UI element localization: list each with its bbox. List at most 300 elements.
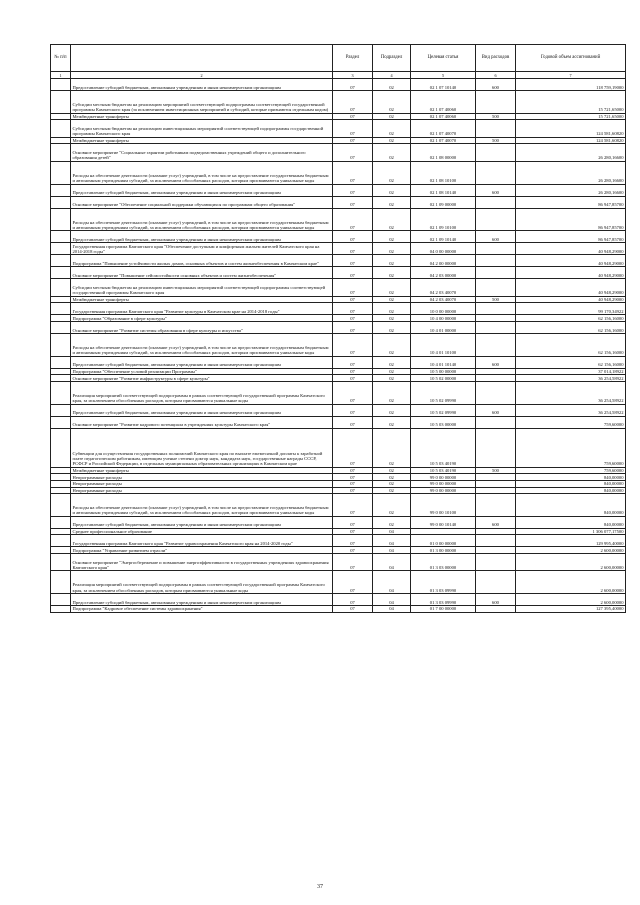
row-podrazdel-cell: 02 xyxy=(373,321,411,333)
row-sum-cell: 36 254,58922 xyxy=(516,381,626,404)
row-razdel-cell: 07 xyxy=(333,255,373,267)
row-podrazdel-cell: 02 xyxy=(373,428,411,467)
table-row xyxy=(51,208,626,231)
row-sum-cell: 759,60000 xyxy=(516,467,626,474)
row-number-cell xyxy=(51,356,71,368)
row-target-cell: 10 5 03 40190 xyxy=(411,467,476,474)
table-row xyxy=(51,594,626,606)
row-razdel-cell: 07 xyxy=(333,113,373,120)
row-podrazdel-cell: 02 xyxy=(373,208,411,231)
row-vid-cell xyxy=(476,480,516,487)
row-razdel-cell: 07 xyxy=(333,91,373,114)
row-sum-cell: 840,00000 xyxy=(516,494,626,517)
row-sum-cell: 62 156,16000 xyxy=(516,333,626,356)
table-row xyxy=(51,144,626,161)
table-row xyxy=(51,480,626,487)
table-row xyxy=(51,303,626,315)
row-name-cell: Подпрограмма "Обеспечение условий реализации Программы" xyxy=(71,368,333,375)
row-sum-cell: 2 600,00000 xyxy=(516,547,626,554)
row-name-cell: Основное мероприятие "Развитие системы образования в сфере культуры и искусства" xyxy=(71,321,333,333)
row-vid-cell xyxy=(476,547,516,554)
row-vid-cell: 500 xyxy=(476,137,516,144)
row-number-cell xyxy=(51,535,71,547)
row-number-cell xyxy=(51,303,71,315)
row-target-cell: 10 5 02 09990 xyxy=(411,381,476,404)
row-name-cell: Субвенции для осуществления государственных полномочий Камчатского края по выплате ежемесячной доплаты к заработной плате педагогическим работникам, имеющим ученые степени доктор наук, кандидата наук, государственные награды СССР, РСФСР и Российской Федерации, в отдельных муниципальных образовательных организациях в Камчатском крае xyxy=(71,428,333,467)
row-razdel-cell: 07 xyxy=(333,267,373,279)
row-razdel-cell: 07 xyxy=(333,208,373,231)
row-sum-cell: 62 156,16000 xyxy=(516,321,626,333)
row-sum-cell: 26 280,16600 xyxy=(516,144,626,161)
row-sum-cell: 86 947,85700 xyxy=(516,208,626,231)
row-podrazdel-cell: 02 xyxy=(373,368,411,375)
row-razdel-cell: 07 xyxy=(333,554,373,571)
row-razdel-cell: 07 xyxy=(333,404,373,416)
table-row xyxy=(51,474,626,481)
row-sum-cell: 124 581,60820 xyxy=(516,120,626,137)
row-podrazdel-cell: 02 xyxy=(373,516,411,528)
row-razdel-cell: 07 xyxy=(333,144,373,161)
row-target-cell: 02 1 09 10100 xyxy=(411,208,476,231)
row-number-cell xyxy=(51,416,71,428)
row-razdel-cell: 07 xyxy=(333,79,373,91)
row-vid-cell xyxy=(476,267,516,279)
row-razdel-cell: 07 xyxy=(333,356,373,368)
row-target-cell: 01 0 00 00000 xyxy=(411,535,476,547)
row-razdel-cell: 07 xyxy=(333,161,373,184)
row-razdel-cell: 07 xyxy=(333,315,373,322)
row-target-cell: 10 0 00 00000 xyxy=(411,303,476,315)
row-podrazdel-cell: 02 xyxy=(373,356,411,368)
row-podrazdel-cell: 02 xyxy=(373,144,411,161)
row-podrazdel-cell: 02 xyxy=(373,480,411,487)
row-target-cell: 02 1 07 40070 xyxy=(411,137,476,144)
row-sum-cell: 840,00000 xyxy=(516,474,626,481)
row-target-cell: 01 7 00 00000 xyxy=(411,606,476,613)
row-sum-cell: 86 947,85700 xyxy=(516,231,626,243)
row-number-cell xyxy=(51,375,71,382)
row-vid-cell xyxy=(476,144,516,161)
table-row xyxy=(51,255,626,267)
row-target-cell: 04 2 00 00000 xyxy=(411,255,476,267)
row-name-cell: Основное мероприятие "Энергосбережение и повышение энергоэффективности в государственных учреждениях здравоохранения Камчатского края" xyxy=(71,554,333,571)
row-target-cell: 10 4 01 10140 xyxy=(411,356,476,368)
row-number-cell xyxy=(51,404,71,416)
row-podrazdel-cell: 02 xyxy=(373,161,411,184)
header-sum: Годовой объем ассигнований xyxy=(516,45,626,72)
row-target-cell: 99 0 00 00000 xyxy=(411,487,476,494)
row-razdel-cell: 07 xyxy=(333,494,373,517)
row-name-cell: Основное мероприятие "Обеспечение социальной поддержки обучающихся по программам общего образования" xyxy=(71,196,333,208)
row-sum-cell: 840,00000 xyxy=(516,480,626,487)
row-target-cell: 04 2 03 40070 xyxy=(411,296,476,303)
table-row xyxy=(51,296,626,303)
row-podrazdel-cell: 02 xyxy=(373,120,411,137)
row-number-cell xyxy=(51,79,71,91)
row-razdel-cell: 07 xyxy=(333,333,373,356)
row-razdel-cell: 07 xyxy=(333,528,373,535)
row-number-cell xyxy=(51,333,71,356)
row-name-cell: Предоставление субсидий бюджетным, автономным учреждениям и иным некоммерческим организациям xyxy=(71,516,333,528)
header-target: Целевая статья xyxy=(411,45,476,72)
row-razdel-cell: 07 xyxy=(333,487,373,494)
row-name-cell: Государственная программа Камчатского края "Развитие культуры в Камчатском крае на 2014-2018 годы" xyxy=(71,303,333,315)
row-name-cell: Межбюджетные трансферты xyxy=(71,137,333,144)
row-podrazdel-cell: 02 xyxy=(373,91,411,114)
row-podrazdel-cell: 02 xyxy=(373,184,411,196)
row-name-cell: Государственная программа Камчатского края "Развитие здравоохранения Камчатского края на 2014-2020 годы" xyxy=(71,535,333,547)
row-vid-cell: 600 xyxy=(476,516,516,528)
row-target-cell: 02 1 07 40060 xyxy=(411,91,476,114)
table-row xyxy=(51,528,626,535)
row-podrazdel-cell: 02 xyxy=(373,196,411,208)
table-row xyxy=(51,428,626,467)
row-target-cell: 10 5 00 00000 xyxy=(411,368,476,375)
header-vid: Вид расходов xyxy=(476,45,516,72)
row-target-cell: 01 3 03 09990 xyxy=(411,571,476,594)
row-target-cell: 02 1 07 40060 xyxy=(411,113,476,120)
row-vid-cell xyxy=(476,368,516,375)
row-number-cell xyxy=(51,321,71,333)
row-target-cell: 10 4 01 10100 xyxy=(411,333,476,356)
row-name-cell: Основное мероприятие "Развитие кадрового потенциала в учреждениях культуры Камчатского края" xyxy=(71,416,333,428)
row-vid-cell: 500 xyxy=(476,296,516,303)
row-name-cell: Расходы на обеспечение деятельности (оказание услуг) учреждений, в том числе на предоставление государственным бюджетным и автономным учреждениям субсидий, за исключением обособленных расходов, которым присваиваются уникальные коды xyxy=(71,208,333,231)
table-row xyxy=(51,494,626,517)
row-razdel-cell: 07 xyxy=(333,375,373,382)
row-name-cell: Субсидии местным бюджетам на реализацию мероприятий соответствующей подпрограммы соответствующей государственной программы Камчатского края (за исключением инвестиционных мероприятий и субсидий, которые признаются отдельным кодом) xyxy=(71,91,333,114)
row-razdel-cell: 07 xyxy=(333,535,373,547)
row-sum-cell: 36 254,58922 xyxy=(516,404,626,416)
row-number-cell xyxy=(51,137,71,144)
row-vid-cell: 500 xyxy=(476,113,516,120)
row-razdel-cell: 07 xyxy=(333,467,373,474)
row-name-cell: Предоставление субсидий бюджетным, автономным учреждениям и иным некоммерческим организациям xyxy=(71,594,333,606)
row-razdel-cell: 07 xyxy=(333,547,373,554)
row-vid-cell: 600 xyxy=(476,231,516,243)
row-vid-cell: 600 xyxy=(476,79,516,91)
table-row xyxy=(51,554,626,571)
row-vid-cell xyxy=(476,315,516,322)
row-name-cell: Межбюджетные трансферты xyxy=(71,113,333,120)
table-row xyxy=(51,279,626,296)
row-number-cell xyxy=(51,494,71,517)
row-name-cell: Предоставление субсидий бюджетным, автономным учреждениям и иным некоммерческим организациям xyxy=(71,356,333,368)
table-row xyxy=(51,606,626,613)
table-row xyxy=(51,137,626,144)
row-target-cell: 02 1 07 40070 xyxy=(411,120,476,137)
row-sum-cell: 759,60000 xyxy=(516,428,626,467)
row-number-cell xyxy=(51,571,71,594)
row-name-cell: Предоставление субсидий бюджетным, автономным учреждениям и иным некоммерческим организациям xyxy=(71,231,333,243)
row-number-cell xyxy=(51,368,71,375)
row-target-cell: 99 0 00 00000 xyxy=(411,480,476,487)
row-number-cell xyxy=(51,144,71,161)
row-razdel-cell: 07 xyxy=(333,606,373,613)
table-body xyxy=(51,79,626,613)
row-vid-cell xyxy=(476,535,516,547)
row-sum-cell: 26 280,16600 xyxy=(516,184,626,196)
row-sum-cell: 1 306 077,17500 xyxy=(516,528,626,535)
row-target-cell: 99 0 00 10100 xyxy=(411,494,476,517)
row-name-cell: Предоставление субсидий бюджетным, автономным учреждениям и иным некоммерческим организациям xyxy=(71,404,333,416)
row-podrazdel-cell: 02 xyxy=(373,279,411,296)
table-row xyxy=(51,79,626,91)
row-name-cell: Межбюджетные трансферты xyxy=(71,467,333,474)
row-razdel-cell: 07 xyxy=(333,516,373,528)
row-razdel-cell: 07 xyxy=(333,480,373,487)
table-row xyxy=(51,535,626,547)
row-sum-cell: 129 995,40000 xyxy=(516,535,626,547)
row-sum-cell: 2 600,00000 xyxy=(516,554,626,571)
row-target-cell: 04 2 03 40070 xyxy=(411,279,476,296)
row-podrazdel-cell: 02 xyxy=(373,315,411,322)
row-vid-cell xyxy=(476,255,516,267)
row-sum-cell: 15 721,65000 xyxy=(516,91,626,114)
table-row xyxy=(51,161,626,184)
row-sum-cell: 840,00000 xyxy=(516,487,626,494)
table-header-row xyxy=(51,45,626,72)
row-sum-cell: 40 948,29000 xyxy=(516,267,626,279)
row-name-cell: Предоставление субсидий бюджетным, автономным учреждениям и иным некоммерческим организациям xyxy=(71,79,333,91)
row-vid-cell xyxy=(476,487,516,494)
row-podrazdel-cell: 02 xyxy=(373,296,411,303)
row-target-cell: 02 1 09 00000 xyxy=(411,196,476,208)
row-name-cell: Основное мероприятие "Развитие инфраструктуры в сфере культуры" xyxy=(71,375,333,382)
row-sum-cell: 62 156,16000 xyxy=(516,315,626,322)
table-row xyxy=(51,321,626,333)
row-number-cell xyxy=(51,231,71,243)
row-sum-cell: 40 948,29000 xyxy=(516,279,626,296)
row-number-cell xyxy=(51,554,71,571)
row-vid-cell xyxy=(476,494,516,517)
row-vid-cell xyxy=(476,161,516,184)
row-razdel-cell: 07 xyxy=(333,279,373,296)
row-podrazdel-cell: 02 xyxy=(373,416,411,428)
row-sum-cell: 127 395,40000 xyxy=(516,606,626,613)
row-number-cell xyxy=(51,606,71,613)
table-row xyxy=(51,196,626,208)
row-vid-cell xyxy=(476,208,516,231)
column-number: 5 xyxy=(411,72,476,79)
row-sum-cell: 840,00000 xyxy=(516,516,626,528)
row-sum-cell: 36 254,58922 xyxy=(516,375,626,382)
row-number-cell xyxy=(51,474,71,481)
row-razdel-cell: 07 xyxy=(333,474,373,481)
row-name-cell: Расходы на обеспечение деятельности (оказание услуг) учреждений, в том числе на предоставление государственным бюджетным и автономным учреждениям субсидий, за исключением обособленных расходов, которым присваиваются уникальные коды xyxy=(71,494,333,517)
budget-table xyxy=(50,44,626,613)
row-sum-cell: 15 721,65000 xyxy=(516,113,626,120)
row-target-cell: 02 1 08 10100 xyxy=(411,161,476,184)
row-podrazdel-cell: 02 xyxy=(373,487,411,494)
row-razdel-cell: 07 xyxy=(333,303,373,315)
row-podrazdel-cell: 02 xyxy=(373,243,411,255)
row-vid-cell xyxy=(476,428,516,467)
row-razdel-cell: 07 xyxy=(333,571,373,594)
row-vid-cell xyxy=(476,416,516,428)
table-row xyxy=(51,243,626,255)
row-number-cell xyxy=(51,91,71,114)
row-sum-cell: 62 156,16000 xyxy=(516,356,626,368)
row-sum-cell: 118 759,19000 xyxy=(516,79,626,91)
row-vid-cell xyxy=(476,375,516,382)
row-vid-cell xyxy=(476,279,516,296)
row-sum-cell: 2 600,00000 xyxy=(516,571,626,594)
row-podrazdel-cell: 02 xyxy=(373,303,411,315)
row-razdel-cell: 07 xyxy=(333,231,373,243)
row-vid-cell xyxy=(476,528,516,535)
row-target-cell: 04 2 03 00000 xyxy=(411,267,476,279)
row-vid-cell xyxy=(476,321,516,333)
table-row xyxy=(51,487,626,494)
row-sum-cell: 37 014,18922 xyxy=(516,368,626,375)
table-row xyxy=(51,113,626,120)
row-number-cell xyxy=(51,255,71,267)
row-name-cell: Непрограммные расходы xyxy=(71,487,333,494)
row-podrazdel-cell: 02 xyxy=(373,333,411,356)
column-number: 1 xyxy=(51,72,71,79)
table-row xyxy=(51,356,626,368)
table-row xyxy=(51,333,626,356)
row-podrazdel-cell: 02 xyxy=(373,375,411,382)
row-target-cell: 10 5 03 40190 xyxy=(411,428,476,467)
row-razdel-cell: 07 xyxy=(333,321,373,333)
row-number-cell xyxy=(51,315,71,322)
table-row xyxy=(51,467,626,474)
row-number-cell xyxy=(51,516,71,528)
row-number-cell xyxy=(51,267,71,279)
row-number-cell xyxy=(51,467,71,474)
row-podrazdel-cell: 04 xyxy=(373,571,411,594)
header-name xyxy=(71,45,333,72)
table-row xyxy=(51,267,626,279)
row-name-cell: Непрограммные расходы xyxy=(71,480,333,487)
row-name-cell: Основное мероприятие "Социальные гарантии работникам подведомственных учреждений общего и дополнительного образования детей" xyxy=(71,144,333,161)
row-podrazdel-cell: 02 xyxy=(373,231,411,243)
table-row xyxy=(51,516,626,528)
table-row xyxy=(51,315,626,322)
row-number-cell xyxy=(51,547,71,554)
row-name-cell: Реализация мероприятий соответствующей подпрограммы в рамках соответствующей государственной программы Камчатского края, за исключением обособленных расходов, которым присваиваются уникальные коды xyxy=(71,571,333,594)
row-sum-cell: 40 948,29000 xyxy=(516,255,626,267)
row-target-cell: 01 3 03 00000 xyxy=(411,554,476,571)
row-target-cell: 01 3 03 09990 xyxy=(411,594,476,606)
row-podrazdel-cell: 04 xyxy=(373,554,411,571)
row-vid-cell xyxy=(476,91,516,114)
row-name-cell: Межбюджетные трансферты xyxy=(71,296,333,303)
row-name-cell: Подпрограмма "Повышение устойчивости жилых домов, основных объектов и систем жизнеобеспечения в Камчатском крае" xyxy=(71,255,333,267)
row-podrazdel-cell: 02 xyxy=(373,267,411,279)
table-row xyxy=(51,404,626,416)
row-target-cell: 01 3 00 00000 xyxy=(411,547,476,554)
table-row xyxy=(51,375,626,382)
row-vid-cell: 600 xyxy=(476,594,516,606)
table-row xyxy=(51,91,626,114)
row-podrazdel-cell: 04 xyxy=(373,594,411,606)
row-podrazdel-cell: 02 xyxy=(373,137,411,144)
row-number-cell xyxy=(51,120,71,137)
row-podrazdel-cell: 02 xyxy=(373,404,411,416)
column-number: 2 xyxy=(71,72,333,79)
row-number-cell xyxy=(51,487,71,494)
row-number-cell xyxy=(51,296,71,303)
header-razdel: Раздел xyxy=(333,45,373,72)
row-number-cell xyxy=(51,594,71,606)
row-name-cell: Субсидии местным бюджетам на реализацию инвестиционных мероприятий соответствующей подпрограммы государственной программы Камчатского края xyxy=(71,120,333,137)
row-name-cell: Расходы на обеспечение деятельности (оказание услуг) учреждений, в том числе на предоставление государственным бюджетным и автономным учреждениям субсидий, за исключением обособленных расходов, которым присваиваются уникальные коды xyxy=(71,161,333,184)
row-razdel-cell: 07 xyxy=(333,416,373,428)
page-number: 37 xyxy=(317,884,323,890)
row-number-cell xyxy=(51,161,71,184)
row-podrazdel-cell: 04 xyxy=(373,535,411,547)
row-podrazdel-cell: 02 xyxy=(373,113,411,120)
row-sum-cell: 759,60000 xyxy=(516,416,626,428)
row-name-cell: Основное мероприятие "Повышение сейсмостойкости основных объектов и систем жизнеобеспечения" xyxy=(71,267,333,279)
column-numbering-row xyxy=(51,72,626,79)
row-vid-cell xyxy=(476,571,516,594)
row-vid-cell: 600 xyxy=(476,184,516,196)
row-podrazdel-cell: 02 xyxy=(373,79,411,91)
row-vid-cell xyxy=(476,196,516,208)
table-row xyxy=(51,120,626,137)
table-row xyxy=(51,368,626,375)
row-vid-cell xyxy=(476,120,516,137)
row-name-cell: Субсидии местным бюджетам на реализацию инвестиционных мероприятий соответствующей подпрограммы соответствующей государственной программы Камчатского края xyxy=(71,279,333,296)
column-number: 4 xyxy=(373,72,411,79)
column-number: 7 xyxy=(516,72,626,79)
row-target-cell: 10 4 01 00000 xyxy=(411,321,476,333)
table-row xyxy=(51,416,626,428)
row-target-cell: 10 5 02 09990 xyxy=(411,404,476,416)
row-razdel-cell: 07 xyxy=(333,381,373,404)
row-razdel-cell: 07 xyxy=(333,594,373,606)
row-name-cell: Подпрограмма "Образование в сфере культуры" xyxy=(71,315,333,322)
table-row xyxy=(51,381,626,404)
row-razdel-cell: 07 xyxy=(333,368,373,375)
row-vid-cell xyxy=(476,303,516,315)
row-podrazdel-cell: 02 xyxy=(373,381,411,404)
row-razdel-cell: 07 xyxy=(333,196,373,208)
column-number: 3 xyxy=(333,72,373,79)
row-target-cell: 10 5 02 00000 xyxy=(411,375,476,382)
row-vid-cell xyxy=(476,474,516,481)
row-number-cell xyxy=(51,428,71,467)
row-vid-cell xyxy=(476,333,516,356)
row-sum-cell: 86 947,85700 xyxy=(516,196,626,208)
row-number-cell xyxy=(51,113,71,120)
header-number: № п/п xyxy=(51,45,71,72)
row-target-cell xyxy=(411,528,476,535)
row-name-cell: Непрограммные расходы xyxy=(71,474,333,481)
row-number-cell xyxy=(51,528,71,535)
column-number: 6 xyxy=(476,72,516,79)
row-sum-cell: 99 170,34922 xyxy=(516,303,626,315)
row-podrazdel-cell: 02 xyxy=(373,494,411,517)
row-number-cell xyxy=(51,243,71,255)
row-vid-cell xyxy=(476,381,516,404)
row-name-cell: Расходы на обеспечение деятельности (оказание услуг) учреждений, в том числе на предоставление государственным бюджетным и автономным учреждениям субсидий, за исключением обособленных расходов, которым присваиваются уникальные коды xyxy=(71,333,333,356)
row-sum-cell: 40 948,29000 xyxy=(516,296,626,303)
row-target-cell: 02 1 08 10140 xyxy=(411,184,476,196)
row-razdel-cell: 07 xyxy=(333,296,373,303)
row-podrazdel-cell: 02 xyxy=(373,467,411,474)
table-row xyxy=(51,547,626,554)
row-name-cell: Подпрограмма "Кадровое обеспечение системы здравоохранения" xyxy=(71,606,333,613)
row-number-cell xyxy=(51,208,71,231)
row-razdel-cell: 07 xyxy=(333,137,373,144)
row-podrazdel-cell: 04 xyxy=(373,528,411,535)
row-target-cell: 02 1 08 00000 xyxy=(411,144,476,161)
